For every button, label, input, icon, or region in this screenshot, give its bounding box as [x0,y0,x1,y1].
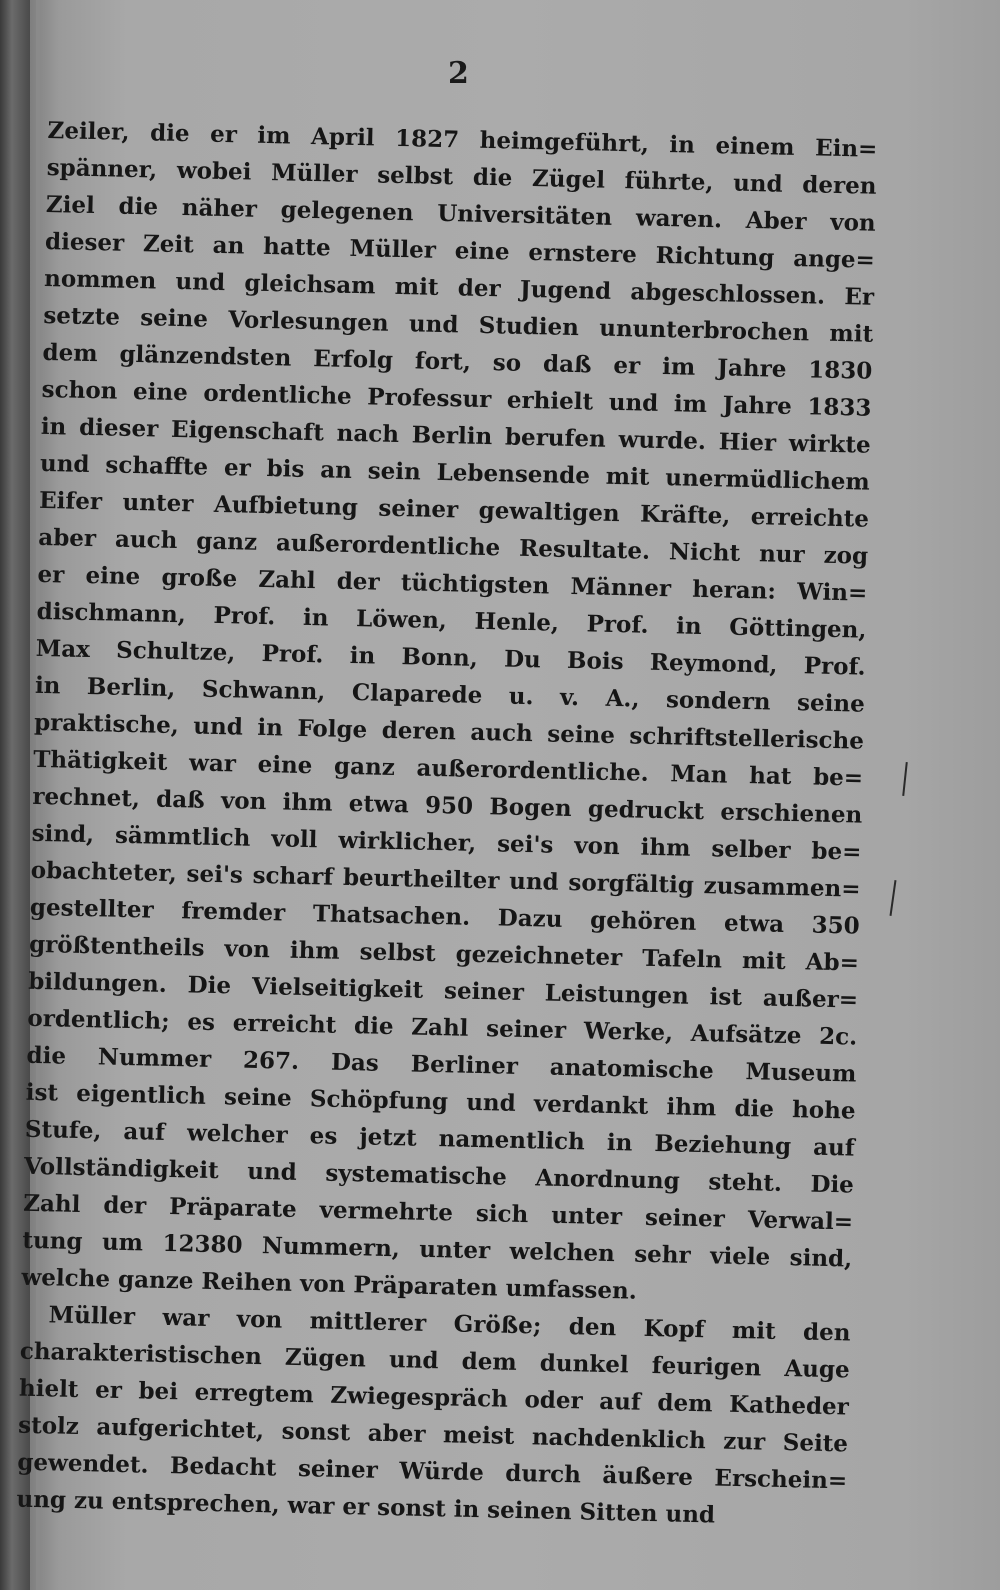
text-line: charakteristischen Zügen und dem dunkel feurigen Auge [19,1337,850,1384]
text-line: setzte seine Vorlesungen und Studien ununterbrochen mit [43,301,874,348]
text-line: rechnet, daß von ihm etwa 950 Bogen gedruckt erschienen [32,782,863,829]
text-line: tung um 12380 Nummern, unter welchen sehr viele sind, [22,1226,853,1273]
text-line: größtentheils von ihm selbst gezeichneter Tafeln mit Ab= [28,930,860,977]
text-line: dieser Zeit an hatte Müller eine ernstere Richtung ange= [44,227,876,274]
text-line: in Berlin, Schwann, Claparede u. v. A., sondern seine [34,671,866,718]
text-line: Zahl der Präparate vermehrte sich unter seiner Verwal= [22,1189,854,1236]
text-line: und schaffte er bis an sein Lebensende mit unermüdlichem [39,449,871,496]
text-line: Eifer unter Aufbietung seiner gewaltigen Kräfte, erreichte [38,486,870,533]
text-line: Stufe, auf welcher es jetzt namentlich in Beziehung auf [24,1115,856,1162]
text-line: in dieser Eigenschaft nach Berlin berufen wurde. Hier wirkte [40,412,871,459]
text-line: die Nummer 267. Das Berliner anatomische Museum [26,1041,857,1088]
text-line: ung zu entsprechen, war er sonst in seinen Sitten und [16,1485,716,1529]
text-line: hielt er bei erregtem Zwiegespräch oder auf dem Katheder [18,1374,850,1421]
text-line: praktische, und in Folge deren auch seine schriftstellerische [33,708,865,755]
text-line: spänner, wobei Müller selbst die Zügel führte, und deren [46,153,877,200]
paragraph [21,112,878,1315]
text-line: bildungen. Die Vielseitigkeit seiner Leistungen ist außer= [27,967,859,1014]
text-line: Müller war von mittlerer Größe; den Kopf mit den [48,1301,851,1347]
page-number: 2 [448,56,469,91]
text-line: sind, sämmtlich voll wirklicher, sei's von ihm selber be= [31,819,862,866]
text-line: ist eigentlich seine Schöpfung und verdankt ihm die hohe [25,1078,856,1125]
text-line: ordentlich; es erreicht die Zahl seiner Werke, Aufsätze 2c. [27,1004,858,1051]
text-line: Ziel die näher gelegenen Universitäten waren. Aber von [45,190,876,237]
text-line: gewendet. Bedacht seiner Würde durch äußere Erschein= [17,1448,848,1495]
text-line: er eine große Zahl der tüchtigsten Männer heran: Win= [37,560,868,607]
text-line: Zeiler, die er im April 1827 heimgeführt, in einem Ein= [47,116,878,163]
text-line: Vollständigkeit und systematische Anordnung steht. Die [23,1152,855,1199]
body-text [16,112,878,1536]
text-line: obachteter, sei's scharf beurtheilter und sorgfältig zusammen= [30,856,861,903]
paragraph [16,1296,851,1537]
text-line: dischmann, Prof. in Löwen, Henle, Prof. in Göttingen, [36,597,867,644]
text-line: Thätigkeit war eine ganz außerordentliche. Man hat be= [33,745,864,792]
text-line: aber auch ganz außerordentliche Resultate. Nicht nur zog [38,523,869,570]
text-line: dem glänzendsten Erfolg fort, so daß er im Jahre 1830 [42,338,873,385]
text-line: welche ganze Reihen von Präparaten umfassen. [21,1263,638,1305]
text-line: gestellter fremder Thatsachen. Dazu gehören etwa 350 [29,893,861,940]
text-line: Max Schultze, Prof. in Bonn, Du Bois Reymond, Prof. [35,634,866,681]
text-line: stolz aufgerichtet, sonst aber meist nachdenklich zur Seite [17,1411,849,1458]
text-line: schon eine ordentliche Professur erhielt und im Jahre 1833 [41,375,872,422]
text-line: nommen und gleichsam mit der Jugend abgeschlossen. Er [43,264,875,311]
